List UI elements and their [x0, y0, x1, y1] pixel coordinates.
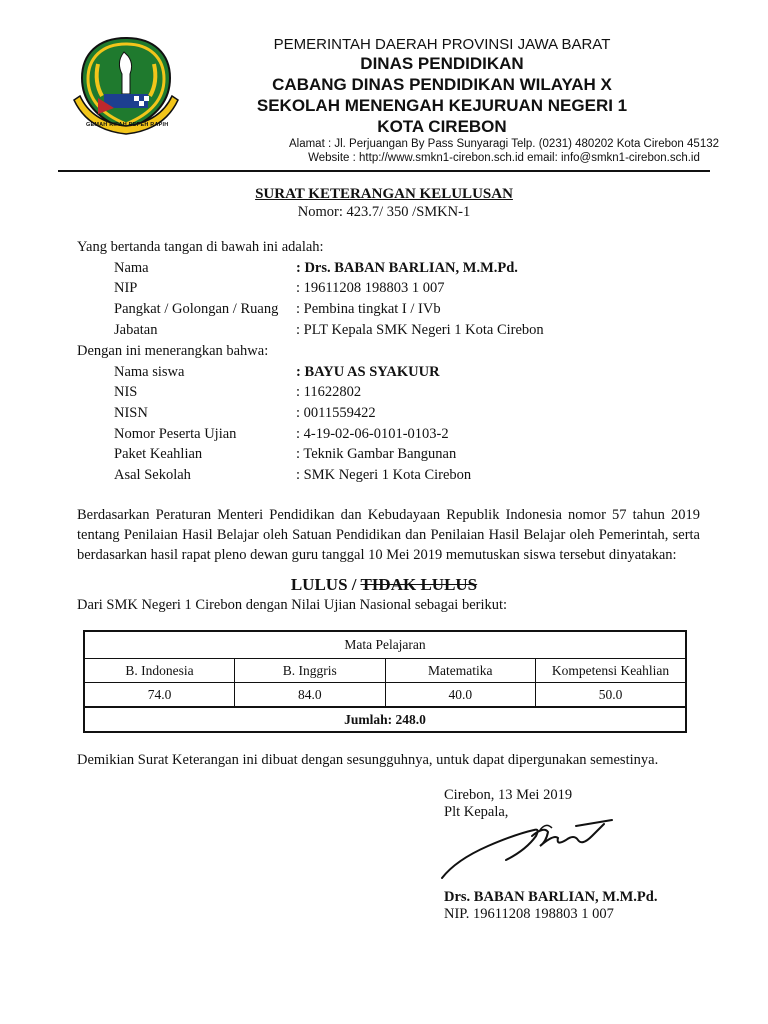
subject-header: B. Inggris	[235, 659, 386, 683]
header-school: SEKOLAH MENENGAH KEJURUAN NEGERI 1	[256, 96, 628, 115]
graduation-result	[0, 575, 768, 595]
document-title: SURAT KETERANGAN KELULUSAN	[255, 186, 513, 202]
signer-name: Drs. BABAN BARLIAN, M.M.Pd.	[444, 889, 658, 905]
grades-table-header: Mata Pelajaran	[84, 631, 686, 659]
subject-header: Kompetensi Keahlian	[536, 659, 687, 683]
result-fail-struck: TIDAK LULUS	[360, 575, 478, 594]
student-intro: Dengan ini menerangkan bahwa:	[77, 343, 269, 359]
signer-intro: Yang bertanda tangan di bawah ini adalah:	[77, 239, 324, 255]
closing-statement: Demikian Surat Keterangan ini dibuat dengan sesungguhnya, untuk dapat dipergunakan semestinya.	[77, 752, 659, 768]
emblem-motto: GEMAH RIPAH REPEH RAPIH	[86, 122, 169, 128]
decision-paragraph: Berdasarkan Peraturan Menteri Pendidikan dan Kebudayaan Republik Indonesia nomor 57 tahun 2019 tentang Penilaian Hasil Belajar oleh Satuan Pendidikan dan Penilaian Hasil Belajar oleh Pemerintah, serta berdasarkan hasil rapat pleno dewan guru tanggal 10 Mei 2019 memutuskan siswa tersebut dinyatakan:	[77, 507, 700, 563]
header-divider	[58, 170, 710, 172]
signature-place-date: Cirebon, 13 Mei 2019	[444, 787, 573, 803]
subject-header: B. Indonesia	[84, 659, 235, 683]
grades-table	[83, 630, 687, 733]
subject-header: Matematika	[385, 659, 536, 683]
header-city: KOTA CIREBON	[377, 117, 507, 136]
header-address: Alamat : Jl. Perjuangan By Pass Sunyaragi Telp. (0231) 480202 Kota Cirebon 45132	[288, 138, 720, 150]
header-agency: DINAS PENDIDIKAN	[360, 54, 524, 73]
subject-score: 50.0	[536, 683, 687, 708]
subject-score: 74.0	[84, 683, 235, 708]
subject-score: 84.0	[235, 683, 386, 708]
document-number: Nomor: 423.7/ 350 /SMKN-1	[297, 204, 471, 220]
result-note: Dari SMK Negeri 1 Cirebon dengan Nilai Ujian Nasional sebagai berikut:	[77, 597, 508, 613]
signer-nip: NIP. 19611208 198803 1 007	[444, 906, 614, 922]
header-website: Website : http://www.smkn1-cirebon.sch.id email: info@smkn1-cirebon.sch.id	[308, 152, 700, 164]
handwritten-signature	[436, 812, 616, 884]
subject-score: 40.0	[385, 683, 536, 708]
grades-total: Jumlah: 248.0	[84, 707, 686, 732]
result-pass: LULUS /	[290, 575, 357, 594]
signature-position: Plt Kepala,	[444, 804, 509, 820]
header-government: PEMERINTAH DAERAH PROVINSI JAWA BARAT	[273, 36, 611, 53]
header-branch: CABANG DINAS PENDIDIKAN WILAYAH X	[272, 75, 612, 94]
